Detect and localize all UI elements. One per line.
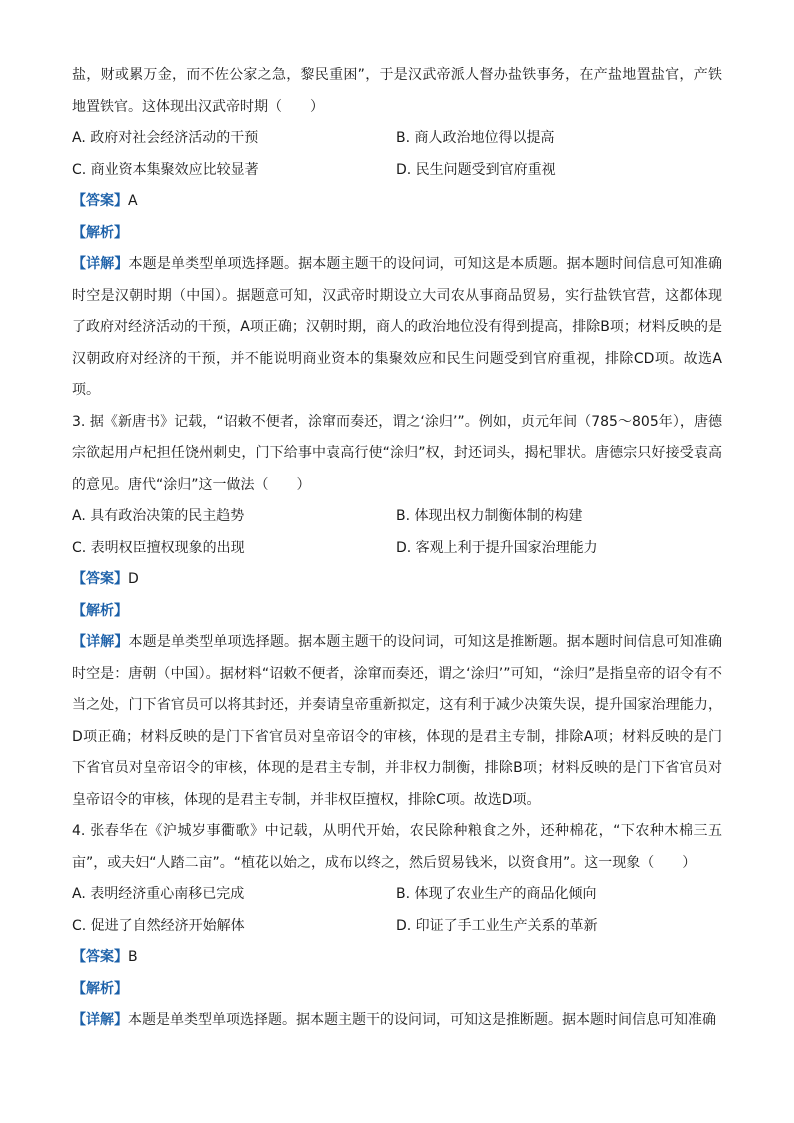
q4-answer [72,942,722,974]
q3-option-a: A. 具有政治决策的民主趋势 [72,508,245,524]
q4-option-c: C. 促进了自然经济开始解体 [72,917,245,934]
q2-analysis [72,218,722,250]
q3-analysis [72,596,722,628]
q3-analysis-label: 【解析】 [72,602,128,619]
q2-answer-value: A [128,193,138,209]
q4-options [72,879,722,942]
q2-detail-label: 【详解】 [72,256,129,272]
q3-options [72,501,722,564]
q3-option-b: B. 体现出权力制衡体制的构建 [396,508,583,524]
q3-detail-text: 本题是单类型单项选择题。据本题主题干的设问词，可知这是推断题。据本题时间信息可知准确时空是：唐朝（中国）。据材料“诏敕不便者，涂窜而奏还，谓之‘涂归’”可知，“涂归”是指皇帝的诏令有不当之处，门下省官员可以将其封还，并奏请皇帝重新拟定，这有利于减少决策失误，提升国家治理能力，D项正确；材料反映的是门下省官员对皇帝诏令的审核，体现的是君主专制，排除A项；材料反映的是门下省官员对皇帝诏令的审核，体现的是君主专制，并非权力制衡，排除B项；材料反映的是门下省官员对皇帝诏令的审核，体现的是君主专制，并非权臣擅权，排除C项。故选D项。 [72,634,723,808]
q2-answer [72,186,722,218]
q3-detail-label: 【详解】 [72,634,129,650]
q2-detail [72,249,722,407]
q2-option-a: A. 政府对社会经济活动的干预 [72,130,259,146]
q4-option-a: A. 表明经济重心南移已完成 [72,886,245,902]
q4-analysis-label: 【解析】 [72,980,128,997]
q4-detail-text: 本题是单类型单项选择题。据本题主题干的设问词，可知这是推断题。据本题时间信息可知准确 [128,1012,716,1028]
q2-options [72,123,722,186]
q3-option-c: C. 表明权臣擅权现象的出现 [72,539,245,556]
q4-detail [72,1005,722,1037]
q4-analysis [72,974,722,1006]
q2-option-d: D. 民生问题受到官府重视 [396,161,556,178]
q4-answer-label: 【答案】 [72,949,128,965]
q4-stem: 4. 张春华在《沪城岁事衢歌》中记载，从明代开始，农民除种粮食之外，还种棉花，“下农种木棉三五亩”，或夫妇“人踏二亩”。“植花以始之，成布以终之，然后贸易钱米，以资食用”。这一现象（ ） [72,823,722,871]
q3-answer [72,564,722,596]
q2-analysis-label: 【解析】 [72,224,128,241]
q2-detail-text: 本题是单类型单项选择题。据本题主题干的设问词，可知这是本质题。据本题时间信息可知准确时空是汉朝时期（中国）。据题意可知，汉武帝时期设立大司农从事商品贸易，实行盐铁官营，这都体现了政府对经济活动的干预，A项正确；汉朝时期，商人的政治地位没有得到提高，排除B项；材料反映的是汉朝政府对经济的干预，并不能说明商业资本的集聚效应和民生问题受到官府重视，排除CD项。故选A项。 [72,256,723,398]
q2-option-b: B. 商人政治地位得以提高 [396,130,555,146]
q4-answer-value: B [128,949,138,965]
q3-answer-label: 【答案】 [72,571,128,587]
q2-option-c: C. 商业资本集聚效应比较显著 [72,161,259,178]
q3-stem: 3. 据《新唐书》记载，“诏敕不便者，涂窜而奏还，谓之‘涂归’”。例如，贞元年间（785～805年），唐德宗欲起用卢杞担任饶州刺史，门下给事中袁高行使“涂归”权，封还词头，揭杞罪状。唐德宗只好接受袁高的意见。唐代“涂归”这一做法（ ） [72,413,722,493]
q2-stem: 盐，财或累万金，而不佐公家之急，黎民重困”，于是汉武帝派人督办盐铁事务，在产盐地置盐官，产铁地置铁官。这体现出汉武帝时期（ ） [72,67,722,115]
q4-detail-label: 【详解】 [72,1012,128,1028]
q4-option-d: D. 印证了手工业生产关系的革新 [396,917,598,934]
q3-answer-value: D [128,571,139,587]
document-page [72,60,722,1037]
q3-option-d: D. 客观上利于提升国家治理能力 [396,539,598,556]
q3-detail [72,627,722,816]
q2-answer-label: 【答案】 [72,193,128,209]
q4-option-b: B. 体现了农业生产的商品化倾向 [396,886,597,902]
